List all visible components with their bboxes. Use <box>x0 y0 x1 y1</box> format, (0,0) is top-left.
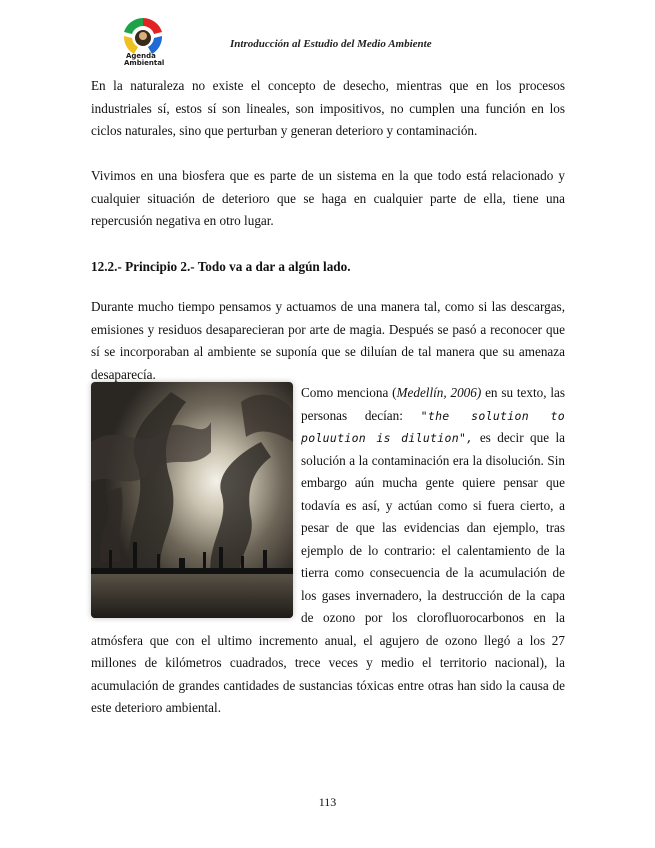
section-heading: 12.2.- Principio 2.- Todo va a dar a algún lado. <box>91 259 351 274</box>
paragraph-4-with-image <box>91 382 565 720</box>
svg-text:Agenda: Agenda <box>126 52 156 60</box>
page-number: 113 <box>318 795 337 809</box>
paragraph-4-rest: es decir que la solución a la contaminación era la disolución. Sin embargo aún mucha gente quiere pensar que todavía es así, y actúan como si fuera cierto, a pesar de que las evidencias dan ejemplo, tras ejemplo de lo contrario: el calentamiento de la tierra como consecuencia de la acumulación de los gases invernadero, la destrucción de la capa de ozono por los clorofluorocarbonos en la atmósfera que con el ultimo incremento anual, el agujero de ozono llegó a los 27 millones de kilómetros cuadrados, trece veces y medio el territorio nacional), la acumulación de grandes cantidades de sustancias tóxicas entre otras han sido la causa de este deterioro ambiental. <box>91 430 565 715</box>
english-quote: "the solution to poluution is dilution", <box>301 408 566 445</box>
paragraph-1: En la naturaleza no existe el concepto de desecho, mientras que en los procesos industriales sí, estos sí son lineales, son impositivos, no cumplen una función en los ciclos naturales, sino que perturban y generan deterioro y contaminación. <box>91 78 565 138</box>
paragraph-4-lead: Como menciona ( <box>301 385 397 400</box>
paragraph-4-after-citation: en su texto, las personas decían: <box>301 385 565 423</box>
svg-text:Ambiental: Ambiental <box>124 59 165 66</box>
paragraph-2: Vivimos en una biosfera que es parte de un sistema en la que todo está relacionado y cualquier situación de deterioro que se haga en cualquier parte de ella, tiene una repercusión negativa en otro lugar. <box>91 168 565 228</box>
page-header-title: Introducción al Estudio del Medio Ambiente <box>230 38 432 50</box>
paragraph-3: Durante mucho tiempo pensamos y actuamos de una manera tal, como si las descargas, emisiones y residuos desaparecieran por arte de magia. Después se pasó a reconocer que sí se incorporaban al ambiente se suponía que se diluían de tal manera que su amenaza desaparecía. <box>91 299 565 382</box>
industrial-smoke-photo <box>91 382 293 618</box>
citation: Medellín, 2006) <box>396 385 482 400</box>
agenda-ambiental-logo <box>114 14 172 66</box>
